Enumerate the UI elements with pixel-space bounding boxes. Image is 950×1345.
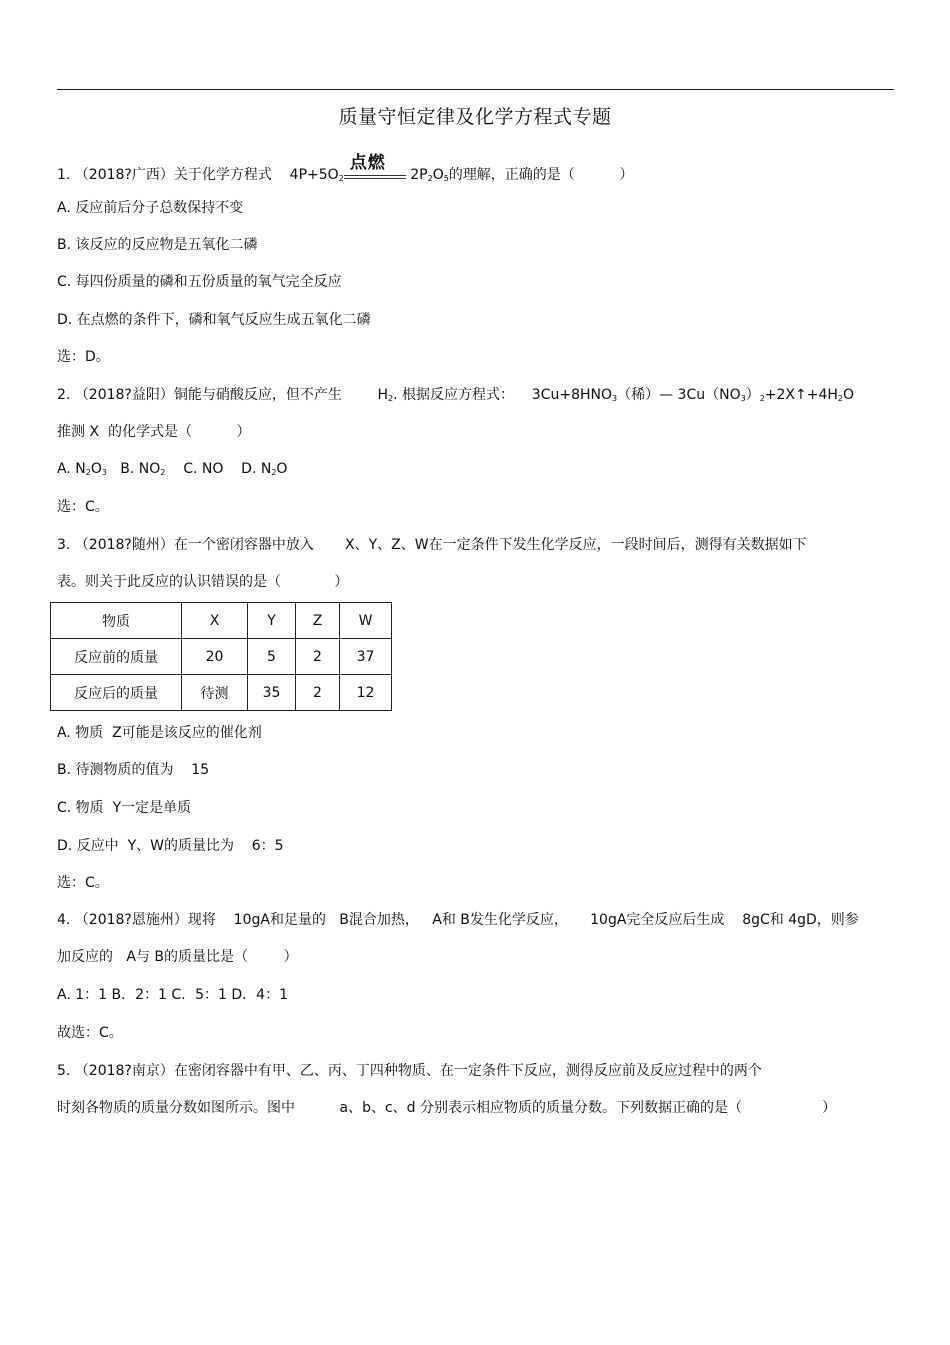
question-4-stem: 4. （2018?恩施州）现将 10gA和足量的 B混合加热， A和 B发生化学反应， 10gA完全反应后生成 8gC和 4gD，则参 — [57, 912, 859, 928]
table-cell: 12 — [340, 675, 392, 711]
table-header-cell: W — [340, 603, 392, 639]
question-3-option-b: B. 待测物质的值为 15 — [57, 762, 210, 778]
table-cell: 2 — [296, 639, 340, 675]
table-cell: 20 — [182, 639, 248, 675]
question-1-option-a: A. 反应前后分子总数保持不变 — [57, 200, 244, 216]
table-header-cell: Y — [248, 603, 296, 639]
question-1-stem: 1. （2018?广西）关于化学方程式 $4P+5O_2$ 点燃 $2P_2O_5$的理解，正确的是（ ） — [57, 153, 634, 183]
table-header-row — [51, 603, 392, 639]
question-3-option-a: A. 物质 Z可能是该反应的催化剂 — [57, 725, 262, 741]
question-4-stem-line2: 加反应的 A与 B的质量比是（ ） — [57, 949, 298, 965]
table-row — [51, 639, 392, 675]
page-title: 质量守恒定律及化学方程式专题 — [338, 106, 612, 128]
question-4-options: A. 1：1 B．2：1 C．5：1 D．4：1 — [57, 987, 288, 1003]
mass-data-table — [50, 602, 392, 711]
table-row — [51, 675, 392, 711]
table-header-cell: Z — [296, 603, 340, 639]
question-3-stem: 3. （2018?随州）在一个密闭容器中放入 X、Y、Z、W在一定条件下发生化学反应，一段时间后，测得有关数据如下 — [57, 537, 807, 553]
table-cell: 反应后的质量 — [51, 675, 182, 711]
question-2-answer: 选：C。 — [57, 499, 109, 515]
table-header-cell: 物质 — [51, 603, 182, 639]
question-2-options: A. $N_2O_3$ B. $NO_2$ C. NO D. $N_2O$ — [57, 461, 288, 477]
question-1-answer: 选：D。 — [57, 349, 110, 365]
table-cell: 5 — [248, 639, 296, 675]
question-1-option-d: D. 在点燃的条件下，磷和氧气反应生成五氧化二磷 — [57, 312, 371, 328]
question-3-answer: 选：C。 — [57, 875, 109, 891]
table-cell: 2 — [296, 675, 340, 711]
question-1-option-c: C. 每四份质量的磷和五份质量的氧气完全反应 — [57, 274, 342, 290]
reaction-condition-arrow: 点燃 — [344, 165, 406, 185]
question-2-stem-line2: 推测 X 的化学式是（ ） — [57, 424, 251, 440]
question-3-option-d: D. 反应中 Y、W的质量比为 6：5 — [57, 838, 284, 854]
question-3-stem-line2: 表。则关于此反应的认识错误的是（ ） — [57, 574, 349, 590]
question-5-stem: 5. （2018?南京）在密闭容器中有甲、乙、丙、丁四种物质、在一定条件下反应，测得反应前及反应过程中的两个 — [57, 1063, 762, 1079]
table-cell: 35 — [248, 675, 296, 711]
table-cell: 37 — [340, 639, 392, 675]
question-3-option-c: C. 物质 Y一定是单质 — [57, 800, 192, 816]
question-2-stem: 2. （2018?益阳）铜能与硝酸反应，但不产生 $H_2$. 根据反应方程式： $3Cu+8HNO_3$（稀）— $3Cu(NO_3)_2+2X↑+4H_2O$ — [57, 387, 855, 403]
table-cell: 待测 — [182, 675, 248, 711]
question-5-stem-line2: 时刻各物质的质量分数如图所示。图中 a、b、c、d 分别表示相应物质的质量分数。下列数据正确的是（ ） — [57, 1100, 837, 1116]
header-rule — [57, 89, 894, 90]
table-header-cell: X — [182, 603, 248, 639]
question-1-option-b: B. 该反应的反应物是五氧化二磷 — [57, 237, 258, 253]
table-cell: 反应前的质量 — [51, 639, 182, 675]
question-4-answer: 故选：C。 — [57, 1025, 123, 1041]
